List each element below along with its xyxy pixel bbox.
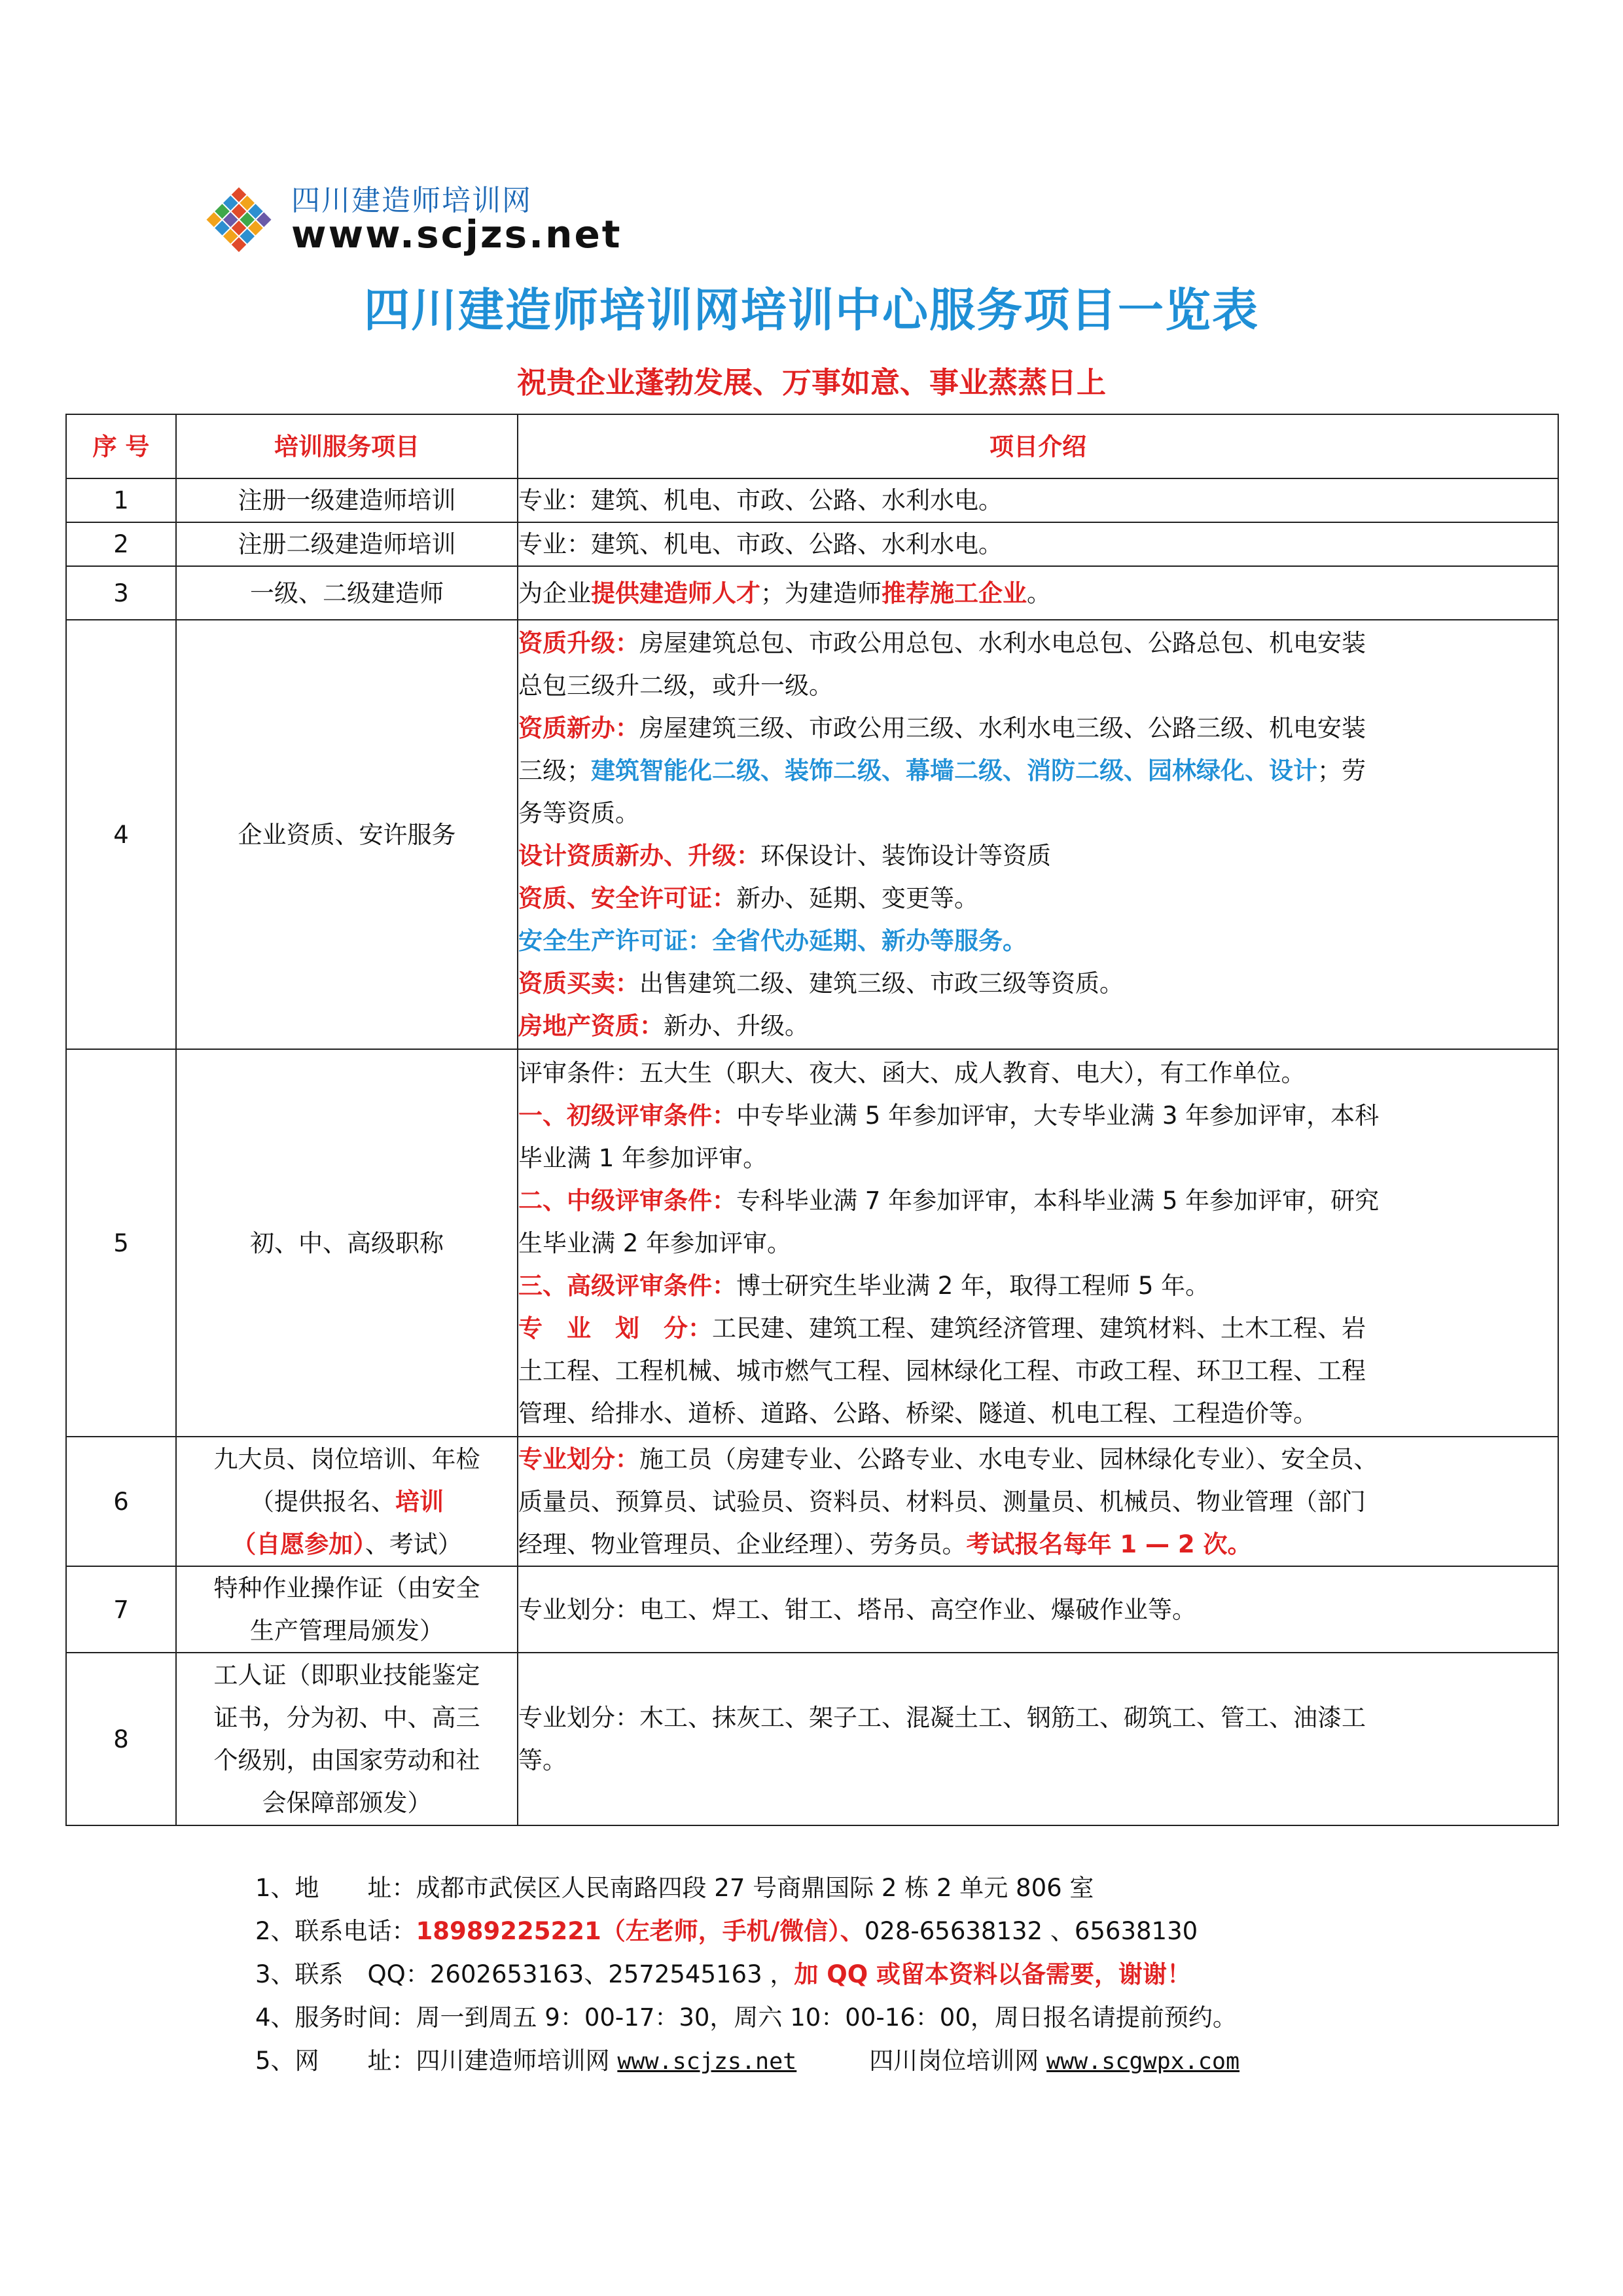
row-num: 2 [66,522,176,566]
table-row [66,1437,1558,1566]
page-title: 四川建造师培训网培训中心服务项目一览表 [364,283,1259,337]
phone-line: 2、联系电话：18989225221（左老师，手机/微信）、028-65638132 、65638130 [255,1917,1198,1945]
contact-info [255,1867,1240,2083]
row-item: 企业资质、安许服务 [176,620,518,1049]
row-desc: 为企业提供建造师人才；为建造师推荐施工企业。 [518,566,1558,620]
site-logo [196,177,622,262]
table-row [66,1049,1558,1437]
row-item: 初、中、高级职称 [176,1049,518,1437]
row-desc: 评审条件：五大生（职大、夜大、函大、成人教育、电大），有工作单位。 一、初级评审条件：中专毕业满 5 年参加评审，大专毕业满 3 年参加评审，本科 毕业满 1 年参加评审。 二、中级评审条件：专科毕业满 7 年参加评审，本科毕业满 5 年参加评审，研究 生毕业满 2 年参加评审。 三、高级评审条件：博士研究生毕业满 2 年，取得工程师 5 年。 专 业 划 分：工民建、建筑工程、建筑经济管理、建筑材料、土木工程、岩 土工程、工程机械、城市燃气工程、园林绿化工程、市政工程、环卫工程、工程 管理、给排水、道桥、道路、公路、桥梁、隧道、机电工程、工程造价等。 [518,1049,1558,1437]
row-desc: 专业：建筑、机电、市政、公路、水利水电。 [518,478,1558,522]
row-num: 3 [66,566,176,620]
qq-line: 3、联系 QQ：2602653163、2572545163 ，加 QQ 或留本资料以备需要，谢谢！ [255,1960,1192,1988]
row-num: 1 [66,478,176,522]
row-item: 工人证（即职业技能鉴定 证书，分为初、中、高三 个级别，由国家劳动和社 会保障部颁发） [176,1653,518,1825]
table-row [66,522,1558,566]
row-num: 8 [66,1653,176,1825]
row-num: 5 [66,1049,176,1437]
row-desc: 资质升级：房屋建筑总包、市政公用总包、水利水电总包、公路总包、机电安装 总包三级升二级，或升一级。 资质新办：房屋建筑三级、市政公用三级、水利水电三级、公路三级、机电安装 三级；建筑智能化二级、装饰二级、幕墙二级、消防二级、园林绿化、设计；劳 务等资质。 设计资质新办、升级：环保设计、装饰设计等资质 资质、安全许可证：新办、延期、变更等。 安全生产许可证：全省代办延期、新办等服务。 资质买卖：出售建筑二级、建筑三级、市政三级等资质。 房地产资质：新办、升级。 [518,620,1558,1049]
website-link-1[interactable]: www.scjzs.net [617,2049,797,2075]
table-row [66,620,1558,1049]
row-desc: 专业划分：电工、焊工、钳工、塔吊、高空作业、爆破作业等。 [518,1566,1558,1653]
row-num: 6 [66,1437,176,1566]
row-num: 7 [66,1566,176,1653]
header-desc: 项目介绍 [518,414,1558,478]
website-link-2[interactable]: www.scgwpx.com [1046,2049,1240,2075]
row-num: 4 [66,620,176,1049]
row-item: 注册二级建造师培训 [176,522,518,566]
table-row [66,566,1558,620]
hours-line: 4、服务时间：周一到周五 9：00-17：30，周六 10：00-16：00，周日报名请提前预约。 [255,2003,1237,2032]
row-desc: 专业：建筑、机电、市政、公路、水利水电。 [518,522,1558,566]
address-line: 1、地 址：成都市武侯区人民南路四段 27 号商鼎国际 2 栋 2 单元 806 室 [255,1874,1094,1902]
table-row [66,1653,1558,1825]
row-item: 一级、二级建造师 [176,566,518,620]
logo-url: www.scjzs.net [291,212,622,257]
table-row [66,478,1558,522]
logo-mosaic-icon [196,185,281,257]
row-item: 九大员、岗位培训、年检 （提供报名、培训 （自愿参加）、考试） [176,1437,518,1566]
row-desc: 专业划分：木工、抹灰工、架子工、混凝土工、钢筋工、砌筑工、管工、油漆工 等。 [518,1653,1558,1825]
row-desc: 专业划分：施工员（房建专业、公路专业、水电专业、园林绿化专业）、安全员、 质量员、预算员、试验员、资料员、材料员、测量员、机械员、物业管理（部门 经理、物业管理员、企业经理）、劳务员。考试报名每年 1 — 2 次。 [518,1437,1558,1566]
row-item: 特种作业操作证（由安全 生产管理局颁发） [176,1566,518,1653]
table-row [66,1566,1558,1653]
logo-name: 四川建造师培训网 [291,184,532,217]
header-item: 培训服务项目 [176,414,518,478]
page-subtitle: 祝贵企业蓬勃发展、万事如意、事业蒸蒸日上 [516,365,1106,400]
website-line: 5、网 址：四川建造师培训网 www.scjzs.net 四川岗位培训网 www.scgwpx.com [255,2047,1240,2075]
row-item: 注册一级建造师培训 [176,478,518,522]
table-header-row [66,414,1558,478]
header-num: 序 号 [66,414,176,478]
service-table [65,414,1559,1826]
